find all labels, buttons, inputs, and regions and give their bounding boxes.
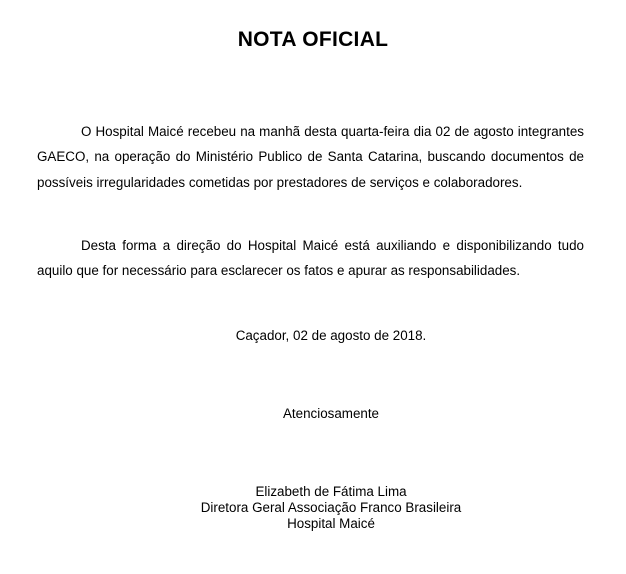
document-title: NOTA OFICIAL <box>237 28 389 51</box>
place-date: Caçador, 02 de agosto de 2018. <box>235 328 427 343</box>
closing-text: Atenciosamente <box>282 406 380 421</box>
body-paragraph-2: Desta forma a direção do Hospital Maicé está auxiliando e disponibilizando tudo aquilo que for necessário para esclarecer os fatos e apurar as responsabilidades. <box>37 238 584 279</box>
signature-block <box>18 484 626 532</box>
signatory-role: Diretora Geral Associação Franco Brasileira <box>200 500 462 515</box>
signatory-name: Elizabeth de Fátima Lima <box>255 484 407 499</box>
signatory-organization: Hospital Maicé <box>287 516 375 531</box>
body-paragraph-1: O Hospital Maicé recebeu na manhã desta quarta-feira dia 02 de agosto integrantes GAECO, na operação do Ministério Publico de Santa Catarina, buscando documentos de possíveis irregularidades cometidas por prestadores de serviços e colaboradores. <box>37 124 584 190</box>
